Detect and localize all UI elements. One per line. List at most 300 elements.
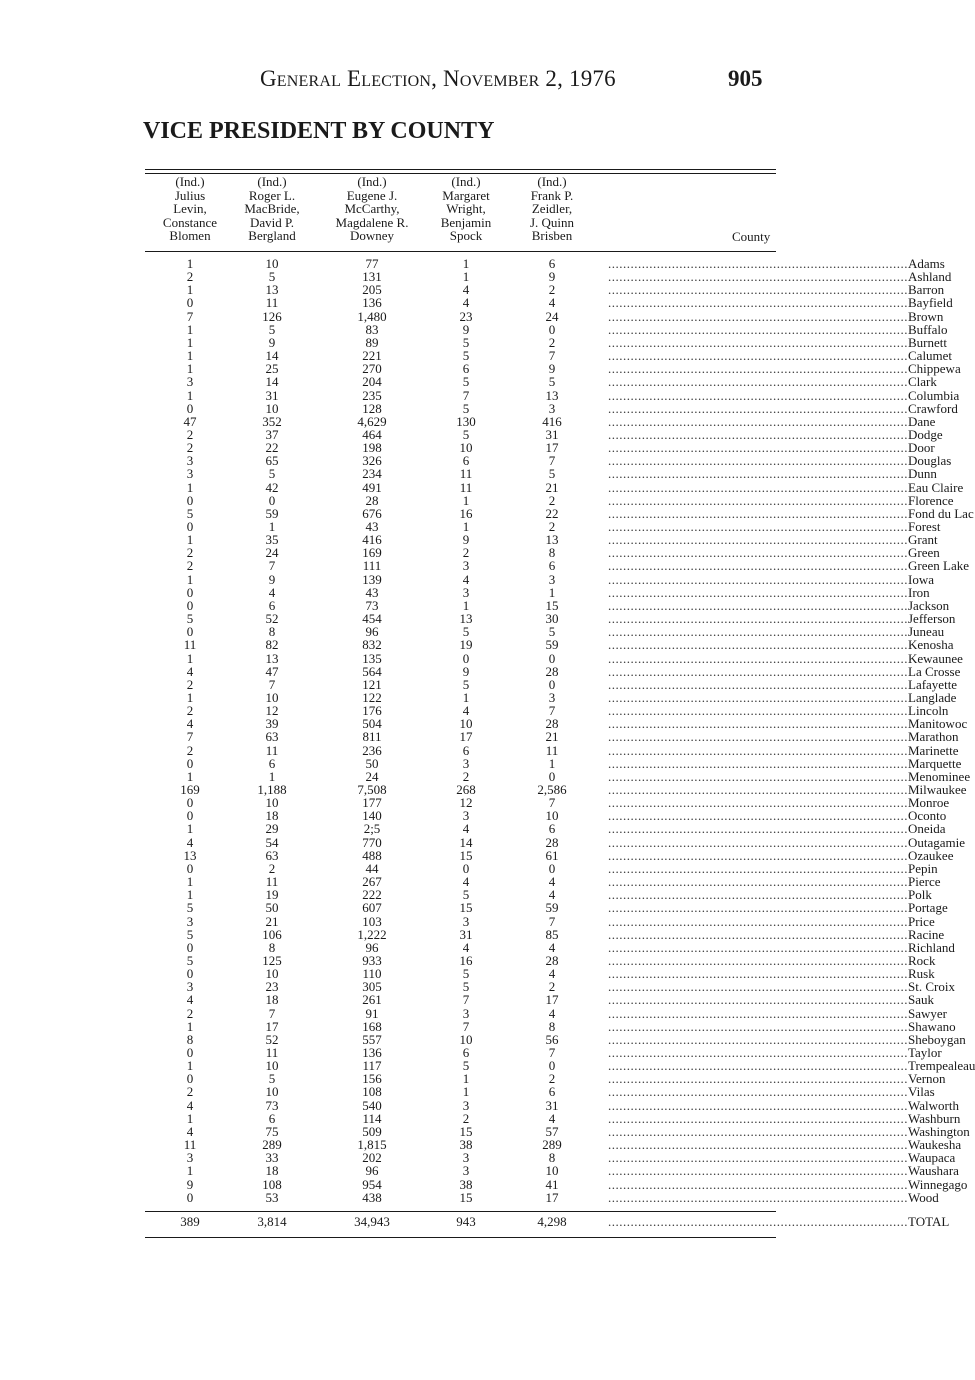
vote-cell: 1,222 xyxy=(357,926,387,942)
vote-cell: 50 xyxy=(265,900,279,916)
vote-cell: 11 xyxy=(459,466,473,482)
vote-cell: 130 xyxy=(456,413,476,429)
vote-cell: 12 xyxy=(265,703,279,719)
vote-cell: 1 xyxy=(186,768,194,784)
vote-cell: 2 xyxy=(548,1071,556,1087)
vote-cell: 4 xyxy=(462,282,470,298)
vote-cell: 53 xyxy=(265,1189,279,1205)
vote-cell: 1 xyxy=(548,584,556,600)
vote-cell: 6 xyxy=(462,1045,470,1060)
vote-cell: 8 xyxy=(268,939,276,955)
vote-cell: 1 xyxy=(462,519,470,534)
vote-cell: 235 xyxy=(362,387,382,403)
county-cell: ................................................................................ Iowa xyxy=(608,571,934,587)
vote-cell: 5 xyxy=(462,348,470,364)
vote-cell: 52 xyxy=(265,1031,279,1047)
vote-cell: 59 xyxy=(545,900,559,916)
vote-cell: 0 xyxy=(186,519,194,534)
county-name: Portage xyxy=(908,900,948,916)
vote-cell: 4 xyxy=(548,887,556,903)
vote-cell: 14 xyxy=(265,374,279,390)
vote-cell: 5 xyxy=(268,321,276,337)
vote-cell: 6 xyxy=(548,256,556,271)
vote-cell: 5 xyxy=(268,1071,276,1087)
county-cell: ................................................................................ Green Lake xyxy=(608,558,969,574)
county-name: TOTAL xyxy=(908,1214,950,1229)
vote-cell: 1,815 xyxy=(357,1137,387,1153)
county-cell: ................................................................................ Brown xyxy=(608,308,944,324)
vote-cell: 1,188 xyxy=(257,782,287,797)
county-cell: ................................................................................ Langlade xyxy=(608,689,957,705)
county-cell: ................................................................................ Menominee xyxy=(608,768,971,784)
vote-cell: 10 xyxy=(265,400,279,416)
vote-cell: 1 xyxy=(186,1163,194,1179)
county-name: Door xyxy=(908,440,935,456)
vote-cell: 221 xyxy=(362,348,382,364)
vote-cell: 676 xyxy=(362,505,382,521)
county-cell: ................................................................................ Rusk xyxy=(608,966,935,982)
vote-cell: 7 xyxy=(268,558,276,574)
vote-cell: 17 xyxy=(545,440,559,456)
running-head xyxy=(0,66,859,98)
county-cell: ................................................................................ Waupaca xyxy=(608,1150,956,1166)
vote-cell: 268 xyxy=(456,782,476,797)
vote-cell: 22 xyxy=(545,505,559,521)
county-cell: ................................................................................ Bayfield xyxy=(608,295,953,311)
vote-cell: 10 xyxy=(265,1058,279,1074)
county-cell: ................................................................................ Richland xyxy=(608,939,955,955)
county-cell: ................................................................................ Buffalo xyxy=(608,321,948,337)
vote-cell: 204 xyxy=(362,374,382,390)
county-name: Juneau xyxy=(908,624,945,640)
vote-cell: 1 xyxy=(462,689,470,705)
county-name: Buffalo xyxy=(908,321,948,337)
vote-cell: 10 xyxy=(545,1163,559,1179)
county-cell: ................................................................................ TOTAL xyxy=(608,1214,950,1229)
county-cell: ................................................................................ Monroe xyxy=(608,795,950,811)
vote-cell: 13 xyxy=(545,532,559,548)
county-name: Crawford xyxy=(908,400,958,416)
county-cell: ................................................................................ St. Croix xyxy=(608,979,955,995)
vote-cell: 0 xyxy=(186,1071,194,1087)
county-name: Eau Claire xyxy=(908,479,964,495)
vote-cell: 7 xyxy=(548,795,556,811)
vote-cell: 17 xyxy=(545,1189,559,1205)
vote-cell: 389 xyxy=(180,1214,200,1229)
county-cell: ................................................................................ Rock xyxy=(608,952,936,968)
vote-cell: 2 xyxy=(186,545,194,561)
county-name: Brown xyxy=(908,308,944,324)
vote-cell: 4 xyxy=(548,295,556,311)
county-name: Dunn xyxy=(908,466,937,482)
vote-cell: 1 xyxy=(186,532,194,548)
county-cell: ................................................................................ Burnett xyxy=(608,334,947,350)
vote-cell: 3 xyxy=(548,571,556,587)
county-cell: ................................................................................ Waushara xyxy=(608,1163,959,1179)
county-cell: ................................................................................ Ashland xyxy=(608,269,952,285)
vote-cell: 811 xyxy=(362,729,382,745)
county-name: Marathon xyxy=(908,729,959,745)
county-cell: ................................................................................ Forest xyxy=(608,519,941,534)
vote-cell: 289 xyxy=(542,1137,562,1153)
vote-cell: 10 xyxy=(265,966,279,982)
vote-cell: 177 xyxy=(362,795,382,811)
vote-cell: 1 xyxy=(186,282,194,298)
vote-cell: 1 xyxy=(186,256,194,271)
vote-cell: 1 xyxy=(548,755,556,771)
vote-cell: 169 xyxy=(362,545,382,561)
vote-cell: 3 xyxy=(462,913,470,929)
vote-cell: 96 xyxy=(365,1163,379,1179)
vote-cell: 18 xyxy=(265,808,279,824)
county-cell: ................................................................................ Price xyxy=(608,913,935,929)
vote-cell: 176 xyxy=(362,703,382,719)
vote-cell: 11 xyxy=(459,479,473,495)
vote-cell: 21 xyxy=(265,913,279,929)
vote-cell: 25 xyxy=(265,361,279,377)
vote-cell: 4,298 xyxy=(537,1214,567,1229)
county-name: Barron xyxy=(908,282,945,298)
county-cell: ................................................................................ Waukesha xyxy=(608,1137,962,1153)
vote-cell: 0 xyxy=(186,808,194,824)
vote-cell: 3 xyxy=(462,1163,470,1179)
vote-cell: 1 xyxy=(268,768,276,784)
county-cell: ................................................................................ Jefferson xyxy=(608,611,956,627)
vote-cell: 4,629 xyxy=(357,413,387,429)
county-name: Pierce xyxy=(908,874,941,890)
vote-cell: 15 xyxy=(459,900,473,916)
column-header-line: Bergland xyxy=(248,228,296,243)
county-name: Manitowoc xyxy=(908,716,968,732)
column-header-line: Roger L. xyxy=(248,187,296,203)
county-name: Racine xyxy=(908,926,945,942)
vote-cell: 29 xyxy=(265,821,279,837)
vote-cell: 128 xyxy=(362,400,382,416)
vote-cell: 0 xyxy=(548,650,556,666)
column-header-line: Wright, xyxy=(446,201,486,216)
vote-cell: 8 xyxy=(548,545,556,561)
county-name: Washington xyxy=(908,1123,970,1139)
column-header-line: Margaret xyxy=(442,187,490,203)
vote-cell: 1 xyxy=(186,1018,194,1034)
vote-cell: 52 xyxy=(265,611,279,627)
county-name: Calumet xyxy=(908,348,953,364)
county-cell: ................................................................................ Dunn xyxy=(608,466,937,482)
vote-cell: 438 xyxy=(362,1189,382,1205)
county-cell: ................................................................................ Kenosha xyxy=(608,637,954,653)
vote-cell: 18 xyxy=(265,1163,279,1179)
vote-cell: 1 xyxy=(186,874,194,890)
county-name: St. Croix xyxy=(908,979,955,995)
vote-cell: 954 xyxy=(362,1176,382,1192)
vote-cell: 23 xyxy=(265,979,279,995)
vote-cell: 5 xyxy=(462,979,470,995)
vote-cell: 1 xyxy=(186,1058,194,1074)
vote-cell: 13 xyxy=(545,387,559,403)
vote-cell: 3 xyxy=(462,1005,470,1021)
vote-cell: 7 xyxy=(186,308,194,324)
county-cell: ................................................................................ Florence xyxy=(608,492,954,508)
vote-cell: 56 xyxy=(545,1031,559,1047)
vote-cell: 564 xyxy=(362,663,382,679)
vote-cell: 2;5 xyxy=(363,821,381,837)
vote-cell: 352 xyxy=(262,413,282,429)
vote-cell: 6 xyxy=(462,361,470,377)
vote-cell: 1 xyxy=(186,650,194,666)
county-name: Waukesha xyxy=(908,1137,962,1153)
vote-cell: 11 xyxy=(183,637,197,653)
county-name: Kewaunee xyxy=(908,650,963,666)
vote-cell: 57 xyxy=(545,1123,559,1139)
vote-cell: 0 xyxy=(186,1045,194,1060)
vote-cell: 6 xyxy=(462,742,470,758)
vote-cell: 3 xyxy=(462,1150,470,1166)
vote-cell: 6 xyxy=(548,821,556,837)
vote-cell: 8 xyxy=(548,1150,556,1166)
vote-cell: 61 xyxy=(545,847,559,863)
county-name: Langlade xyxy=(908,689,957,705)
vote-cell: 5 xyxy=(462,966,470,982)
vote-cell: 9 xyxy=(186,1176,194,1192)
vote-cell: 77 xyxy=(365,256,379,271)
column-header-line: Levin, xyxy=(173,201,207,216)
vote-cell: 6 xyxy=(268,1110,276,1126)
vote-cell: 5 xyxy=(462,1058,470,1074)
vote-cell: 136 xyxy=(362,1045,382,1060)
county-cell: ................................................................................ Portage xyxy=(608,900,948,916)
vote-cell: 30 xyxy=(545,611,559,627)
vote-cell: 0 xyxy=(548,676,556,692)
vote-cell: 1 xyxy=(186,821,194,837)
county-name: Florence xyxy=(908,492,954,508)
county-cell: ................................................................................ Door xyxy=(608,440,935,456)
county-name: Burnett xyxy=(908,334,947,350)
vote-cell: 5 xyxy=(462,334,470,350)
county-name: Shawano xyxy=(908,1018,956,1034)
vote-cell: 7 xyxy=(548,348,556,364)
vote-cell: 1 xyxy=(462,597,470,613)
county-name: Wood xyxy=(908,1189,939,1205)
vote-cell: 6 xyxy=(268,755,276,771)
vote-cell: 10 xyxy=(265,689,279,705)
vote-cell: 4 xyxy=(548,874,556,890)
vote-cell: 11 xyxy=(545,742,559,758)
county-name: Price xyxy=(908,913,935,929)
vote-cell: 0 xyxy=(548,860,556,876)
vote-cell: 933 xyxy=(362,952,382,968)
vote-cell: 1 xyxy=(186,321,194,337)
vote-cell: 11 xyxy=(183,1137,197,1153)
county-cell: ................................................................................ Green xyxy=(608,545,940,561)
vote-cell: 3 xyxy=(462,755,470,771)
column-header-line: (Ind.) xyxy=(175,174,205,189)
vote-cell: 47 xyxy=(265,663,279,679)
vote-cell: 0 xyxy=(268,492,276,508)
vote-cell: 1 xyxy=(186,334,194,350)
vote-cell: 73 xyxy=(365,597,379,613)
vote-cell: 0 xyxy=(186,755,194,771)
county-name: Rusk xyxy=(908,966,935,982)
vote-cell: 9 xyxy=(462,321,470,337)
county-name: Sauk xyxy=(908,992,934,1008)
vote-cell: 10 xyxy=(265,795,279,811)
county-cell: ................................................................................ Kewaunee xyxy=(608,650,963,666)
vote-cell: 4 xyxy=(548,1005,556,1021)
vote-cell: 9 xyxy=(548,269,556,285)
county-cell: ................................................................................ Jackson xyxy=(608,597,950,613)
vote-cell: 607 xyxy=(362,900,382,916)
vote-cell: 43 xyxy=(365,519,379,534)
vote-cell: 4 xyxy=(548,966,556,982)
county-name: Taylor xyxy=(908,1045,942,1060)
vote-cell: 0 xyxy=(186,400,194,416)
vote-cell: 0 xyxy=(186,624,194,640)
county-cell: ................................................................................ Sawyer xyxy=(608,1005,947,1021)
vote-cell: 2 xyxy=(548,492,556,508)
county-cell: ................................................................................ Winnegago xyxy=(608,1176,968,1192)
vote-cell: 4 xyxy=(186,716,194,732)
vote-cell: 106 xyxy=(262,926,282,942)
vote-cell: 85 xyxy=(545,926,559,942)
vote-cell: 7 xyxy=(268,1005,276,1021)
county-cell: ................................................................................ Dane xyxy=(608,413,936,429)
county-cell: ................................................................................ Trempealeau xyxy=(608,1058,975,1074)
vote-cell: 136 xyxy=(362,295,382,311)
county-name: Trempealeau xyxy=(908,1058,975,1074)
vote-cell: 557 xyxy=(362,1031,382,1047)
vote-cell: 6 xyxy=(268,597,276,613)
vote-cell: 454 xyxy=(362,611,382,627)
vote-cell: 5 xyxy=(268,269,276,285)
county-name: Marinette xyxy=(908,742,959,758)
county-cell: ................................................................................ Oneida xyxy=(608,821,946,837)
vote-cell: 4 xyxy=(186,834,194,850)
vote-cell: 0 xyxy=(462,860,470,876)
header-rule xyxy=(145,251,776,252)
vote-cell: 44 xyxy=(365,860,379,876)
vote-cell: 17 xyxy=(459,729,473,745)
vote-cell: 35 xyxy=(265,532,279,548)
vote-cell: 121 xyxy=(362,676,382,692)
county-cell: ................................................................................ Lafayette xyxy=(608,676,958,692)
vote-cell: 75 xyxy=(265,1123,279,1139)
vote-cell: 0 xyxy=(186,597,194,613)
vote-cell: 1 xyxy=(186,348,194,364)
county-cell: ................................................................................ Milwaukee xyxy=(608,782,967,797)
vote-cell: 9 xyxy=(548,361,556,377)
vote-cell: 2 xyxy=(186,269,194,285)
vote-cell: 96 xyxy=(365,939,379,955)
vote-cell: 3 xyxy=(186,979,194,995)
county-name: Polk xyxy=(908,887,932,903)
vote-cell: 11 xyxy=(265,742,279,758)
vote-cell: 202 xyxy=(362,1150,382,1166)
county-name: Waupaca xyxy=(908,1150,956,1166)
vote-cell: 4 xyxy=(548,1110,556,1126)
vote-cell: 3 xyxy=(186,453,194,469)
column-header-line: Benjamin xyxy=(440,214,492,230)
vote-cell: 2 xyxy=(548,282,556,298)
vote-cell: 0 xyxy=(462,650,470,666)
county-cell: ................................................................................ Outagamie xyxy=(608,834,966,850)
vote-cell: 5 xyxy=(462,374,470,390)
vote-cell: 1 xyxy=(462,256,470,271)
vote-cell: 91 xyxy=(365,1005,379,1021)
vote-cell: 3 xyxy=(548,400,556,416)
vote-cell: 14 xyxy=(459,834,473,850)
vote-cell: 2 xyxy=(268,860,276,876)
vote-cell: 13 xyxy=(459,611,473,627)
vote-cell: 33 xyxy=(265,1150,279,1166)
vote-cell: 89 xyxy=(365,334,379,350)
county-name: Kenosha xyxy=(908,637,954,653)
vote-cell: 5 xyxy=(186,926,194,942)
vote-cell: 18 xyxy=(265,992,279,1008)
vote-cell: 2 xyxy=(186,676,194,692)
county-name: Iowa xyxy=(908,571,934,587)
vote-cell: 9 xyxy=(268,571,276,587)
vote-cell: 73 xyxy=(265,1097,279,1113)
vote-cell: 131 xyxy=(362,269,382,285)
vote-cell: 2 xyxy=(186,440,194,456)
column-header-line: Frank P. xyxy=(530,187,574,203)
vote-cell: 4 xyxy=(186,663,194,679)
vote-cell: 8 xyxy=(268,624,276,640)
vote-cell: 17 xyxy=(265,1018,279,1034)
county-name: Washburn xyxy=(908,1110,961,1126)
vote-cell: 28 xyxy=(365,492,379,508)
vote-cell: 156 xyxy=(362,1071,382,1087)
county-cell: ................................................................................ Racine xyxy=(608,926,945,942)
column-header xyxy=(322,175,422,243)
county-name: Sheboygan xyxy=(908,1031,966,1047)
county-cell: ................................................................................ Sauk xyxy=(608,992,934,1008)
column-header-line: Julius xyxy=(174,187,206,203)
vote-cell: 28 xyxy=(545,952,559,968)
vote-cell: 7 xyxy=(548,1045,556,1060)
vote-cell: 168 xyxy=(362,1018,382,1034)
county-name: Forest xyxy=(908,519,941,534)
county-name: Rock xyxy=(908,952,936,968)
column-header xyxy=(222,175,322,243)
vote-cell: 3 xyxy=(186,1150,194,1166)
vote-cell: 416 xyxy=(362,532,382,548)
vote-cell: 24 xyxy=(365,768,379,784)
county-name: Douglas xyxy=(908,453,952,469)
county-name: Jefferson xyxy=(908,611,956,627)
county-cell: ................................................................................ Ozaukee xyxy=(608,847,954,863)
county-cell: ................................................................................ Grant xyxy=(608,532,938,548)
county-cell: ................................................................................ Pepin xyxy=(608,860,938,876)
vote-cell: 126 xyxy=(262,308,282,324)
top-rule xyxy=(145,169,776,170)
vote-cell: 38 xyxy=(459,1137,473,1153)
vote-cell: 8 xyxy=(186,1031,194,1047)
county-cell: ................................................................................ Polk xyxy=(608,887,932,903)
vote-cell: 65 xyxy=(265,453,279,469)
total-rule xyxy=(145,1211,776,1212)
vote-cell: 4 xyxy=(186,1097,194,1113)
county-name: Adams xyxy=(908,256,945,271)
vote-cell: 4 xyxy=(462,874,470,890)
vote-cell: 2,586 xyxy=(537,782,567,797)
county-cell: ................................................................................ Manitowoc xyxy=(608,716,968,732)
vote-cell: 19 xyxy=(265,887,279,903)
vote-cell: 10 xyxy=(545,808,559,824)
vote-cell: 2 xyxy=(186,558,194,574)
county-name: Vilas xyxy=(908,1084,935,1100)
vote-cell: 464 xyxy=(362,426,382,442)
